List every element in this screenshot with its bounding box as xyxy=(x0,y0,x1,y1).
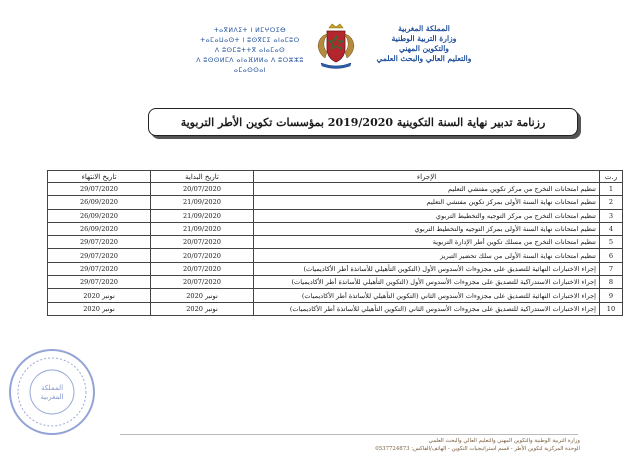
end-date-cell: 29/07/2020 xyxy=(48,276,151,289)
start-date-cell: 21/09/2020 xyxy=(151,196,254,209)
start-date-cell: 21/09/2020 xyxy=(151,222,254,235)
row-number-cell: 4 xyxy=(600,222,623,235)
tifinagh-line: ⴷ ⵓⵙⵙⵍⵎⴷ ⴰⵏⴰⴼⵍⵍⴰ ⴷ ⵓⵔⵣⵣⵓ ⴰⵎⴰⵙⵙⴰⵏ xyxy=(196,57,304,74)
end-date-cell: 29/07/2020 xyxy=(48,183,151,196)
footer-line-1: وزارة التربية الوطنية والتكوين المهني والتعليم العالي والبحث العلمي xyxy=(428,438,580,444)
action-cell: إجراء الاختبارات الاستدراكية للتصديق على مجزوءات الأسدوس الثاني (التكوين التأهيلي للأساتذة أطر الأكاديميات) xyxy=(254,302,600,315)
start-date-cell: 20/07/2020 xyxy=(151,236,254,249)
start-date-cell: 20/07/2020 xyxy=(151,183,254,196)
action-cell: تنظيم امتحانات نهاية السنة الأولى من سلك تحضير التبريز xyxy=(254,249,600,262)
row-number-cell: 1 xyxy=(600,183,623,196)
footer xyxy=(230,437,580,453)
header-action: الإجراء xyxy=(254,171,600,183)
start-date-cell: 20/07/2020 xyxy=(151,276,254,289)
header-end-date: تاريخ الانتهاء xyxy=(48,171,151,183)
start-date-cell: 21/09/2020 xyxy=(151,209,254,222)
row-number-cell: 5 xyxy=(600,236,623,249)
table-row xyxy=(48,236,623,249)
action-cell: إجراء الاختبارات النهائية للتصديق على مجزوءات الأسدوس الثاني (التكوين التأهيلي للأساتذة أطر الأكاديميات) xyxy=(254,289,600,302)
tifinagh-line: ⴷ ⵓⵙⵎⵓⵜⵜⴳ ⴰⵏⴰⵎⴰⵙ xyxy=(214,47,286,54)
official-stamp-icon xyxy=(6,346,98,438)
end-date-cell: 26/09/2020 xyxy=(48,196,151,209)
stamp-text: المملكة xyxy=(40,384,64,392)
end-date-cell: نونبر 2020 xyxy=(48,302,151,315)
table-row xyxy=(48,183,623,196)
table-row xyxy=(48,222,623,235)
table-row xyxy=(48,262,623,275)
end-date-cell: 26/09/2020 xyxy=(48,222,151,235)
end-date-cell: 29/07/2020 xyxy=(48,236,151,249)
row-number-cell: 9 xyxy=(600,289,623,302)
row-number-cell: 10 xyxy=(600,302,623,315)
start-date-cell: 20/07/2020 xyxy=(151,249,254,262)
row-number-cell: 2 xyxy=(600,196,623,209)
header-start-date: تاريخ البداية xyxy=(151,171,254,183)
start-date-cell: 20/07/2020 xyxy=(151,262,254,275)
end-date-cell: 29/07/2020 xyxy=(48,262,151,275)
start-date-cell: نونبر 2020 xyxy=(151,289,254,302)
table-row xyxy=(48,196,623,209)
action-cell: تنظيم امتحانات التخرج من مركز تكوين مفتشي التعليم xyxy=(254,183,600,196)
tifinagh-line: ⵜⴰⴳⵍⴷⵉⵜ ⵏ ⵍⵎⵖⵔⵉⴱ xyxy=(213,27,287,34)
start-date-cell: نونبر 2020 xyxy=(151,302,254,315)
end-date-cell: 29/07/2020 xyxy=(48,249,151,262)
arabic-line: والتكوين المهني xyxy=(399,44,449,53)
row-number-cell: 7 xyxy=(600,262,623,275)
action-cell: تنظيم امتحانات التخرج من مركز التوجيه والتخطيط التربوي xyxy=(254,209,600,222)
row-number-cell: 3 xyxy=(600,209,623,222)
coat-of-arms-icon xyxy=(313,22,359,70)
document-title xyxy=(148,108,578,136)
footer-line-2: الوحدة المركزية لتكوين الأطر - قسم استراتيجيات التكوين - الهاتف/الفاكس: 0537724873 xyxy=(375,446,580,452)
end-date-cell: 26/09/2020 xyxy=(48,209,151,222)
stamp-text: المغربية xyxy=(40,393,64,401)
schedule-table xyxy=(47,170,623,316)
ministry-name-tifinagh xyxy=(192,26,308,76)
action-cell: تنظيم امتحانات التخرج من مسلك تكوين أطر الإدارة التربوية xyxy=(254,236,600,249)
table-row xyxy=(48,302,623,315)
row-number-cell: 8 xyxy=(600,276,623,289)
ministry-name-arabic xyxy=(364,24,484,64)
header-number: ر.ت xyxy=(600,171,623,183)
document-title-text: رزنامة تدبير نهاية السنة التكوينية 2019/2020 بمؤسسات تكوين الأطر التربوية xyxy=(180,115,546,129)
row-number-cell: 6 xyxy=(600,249,623,262)
table-header-row xyxy=(48,171,623,183)
table-row xyxy=(48,249,623,262)
table-row xyxy=(48,209,623,222)
arabic-line: والتعليم العالي والبحث العلمي xyxy=(376,54,472,63)
action-cell: إجراء الاختبارات النهائية للتصديق على مجزوءات الأسدوس الأول (التكوين التأهيلي للأساتذة أطر الأكاديميات) xyxy=(254,262,600,275)
arabic-line: وزارة التربية الوطنية xyxy=(391,34,457,43)
tifinagh-line: ⵜⴰⵎⴰⵡⴰⵙⵜ ⵏ ⵓⵙⴳⵎⵉ ⴰⵏⴰⵎⵓⵔ xyxy=(200,37,300,44)
end-date-cell: نونبر 2020 xyxy=(48,289,151,302)
table-row xyxy=(48,289,623,302)
table-row xyxy=(48,276,623,289)
footer-divider xyxy=(120,434,578,435)
action-cell: تنظيم امتحانات نهاية السنة الأولى بمركز تكوين مفتشي التعليم xyxy=(254,196,600,209)
arabic-line: المملكة المغربية xyxy=(398,24,450,33)
action-cell: إجراء الاختبارات الاستدراكية للتصديق على مجزوءات الأسدوس الأول (التكوين التأهيلي للأساتذة أطر الأكاديميات) xyxy=(254,276,600,289)
action-cell: تنظيم امتحانات نهاية السنة الأولى بمركز التوجيه والتخطيط التربوي xyxy=(254,222,600,235)
